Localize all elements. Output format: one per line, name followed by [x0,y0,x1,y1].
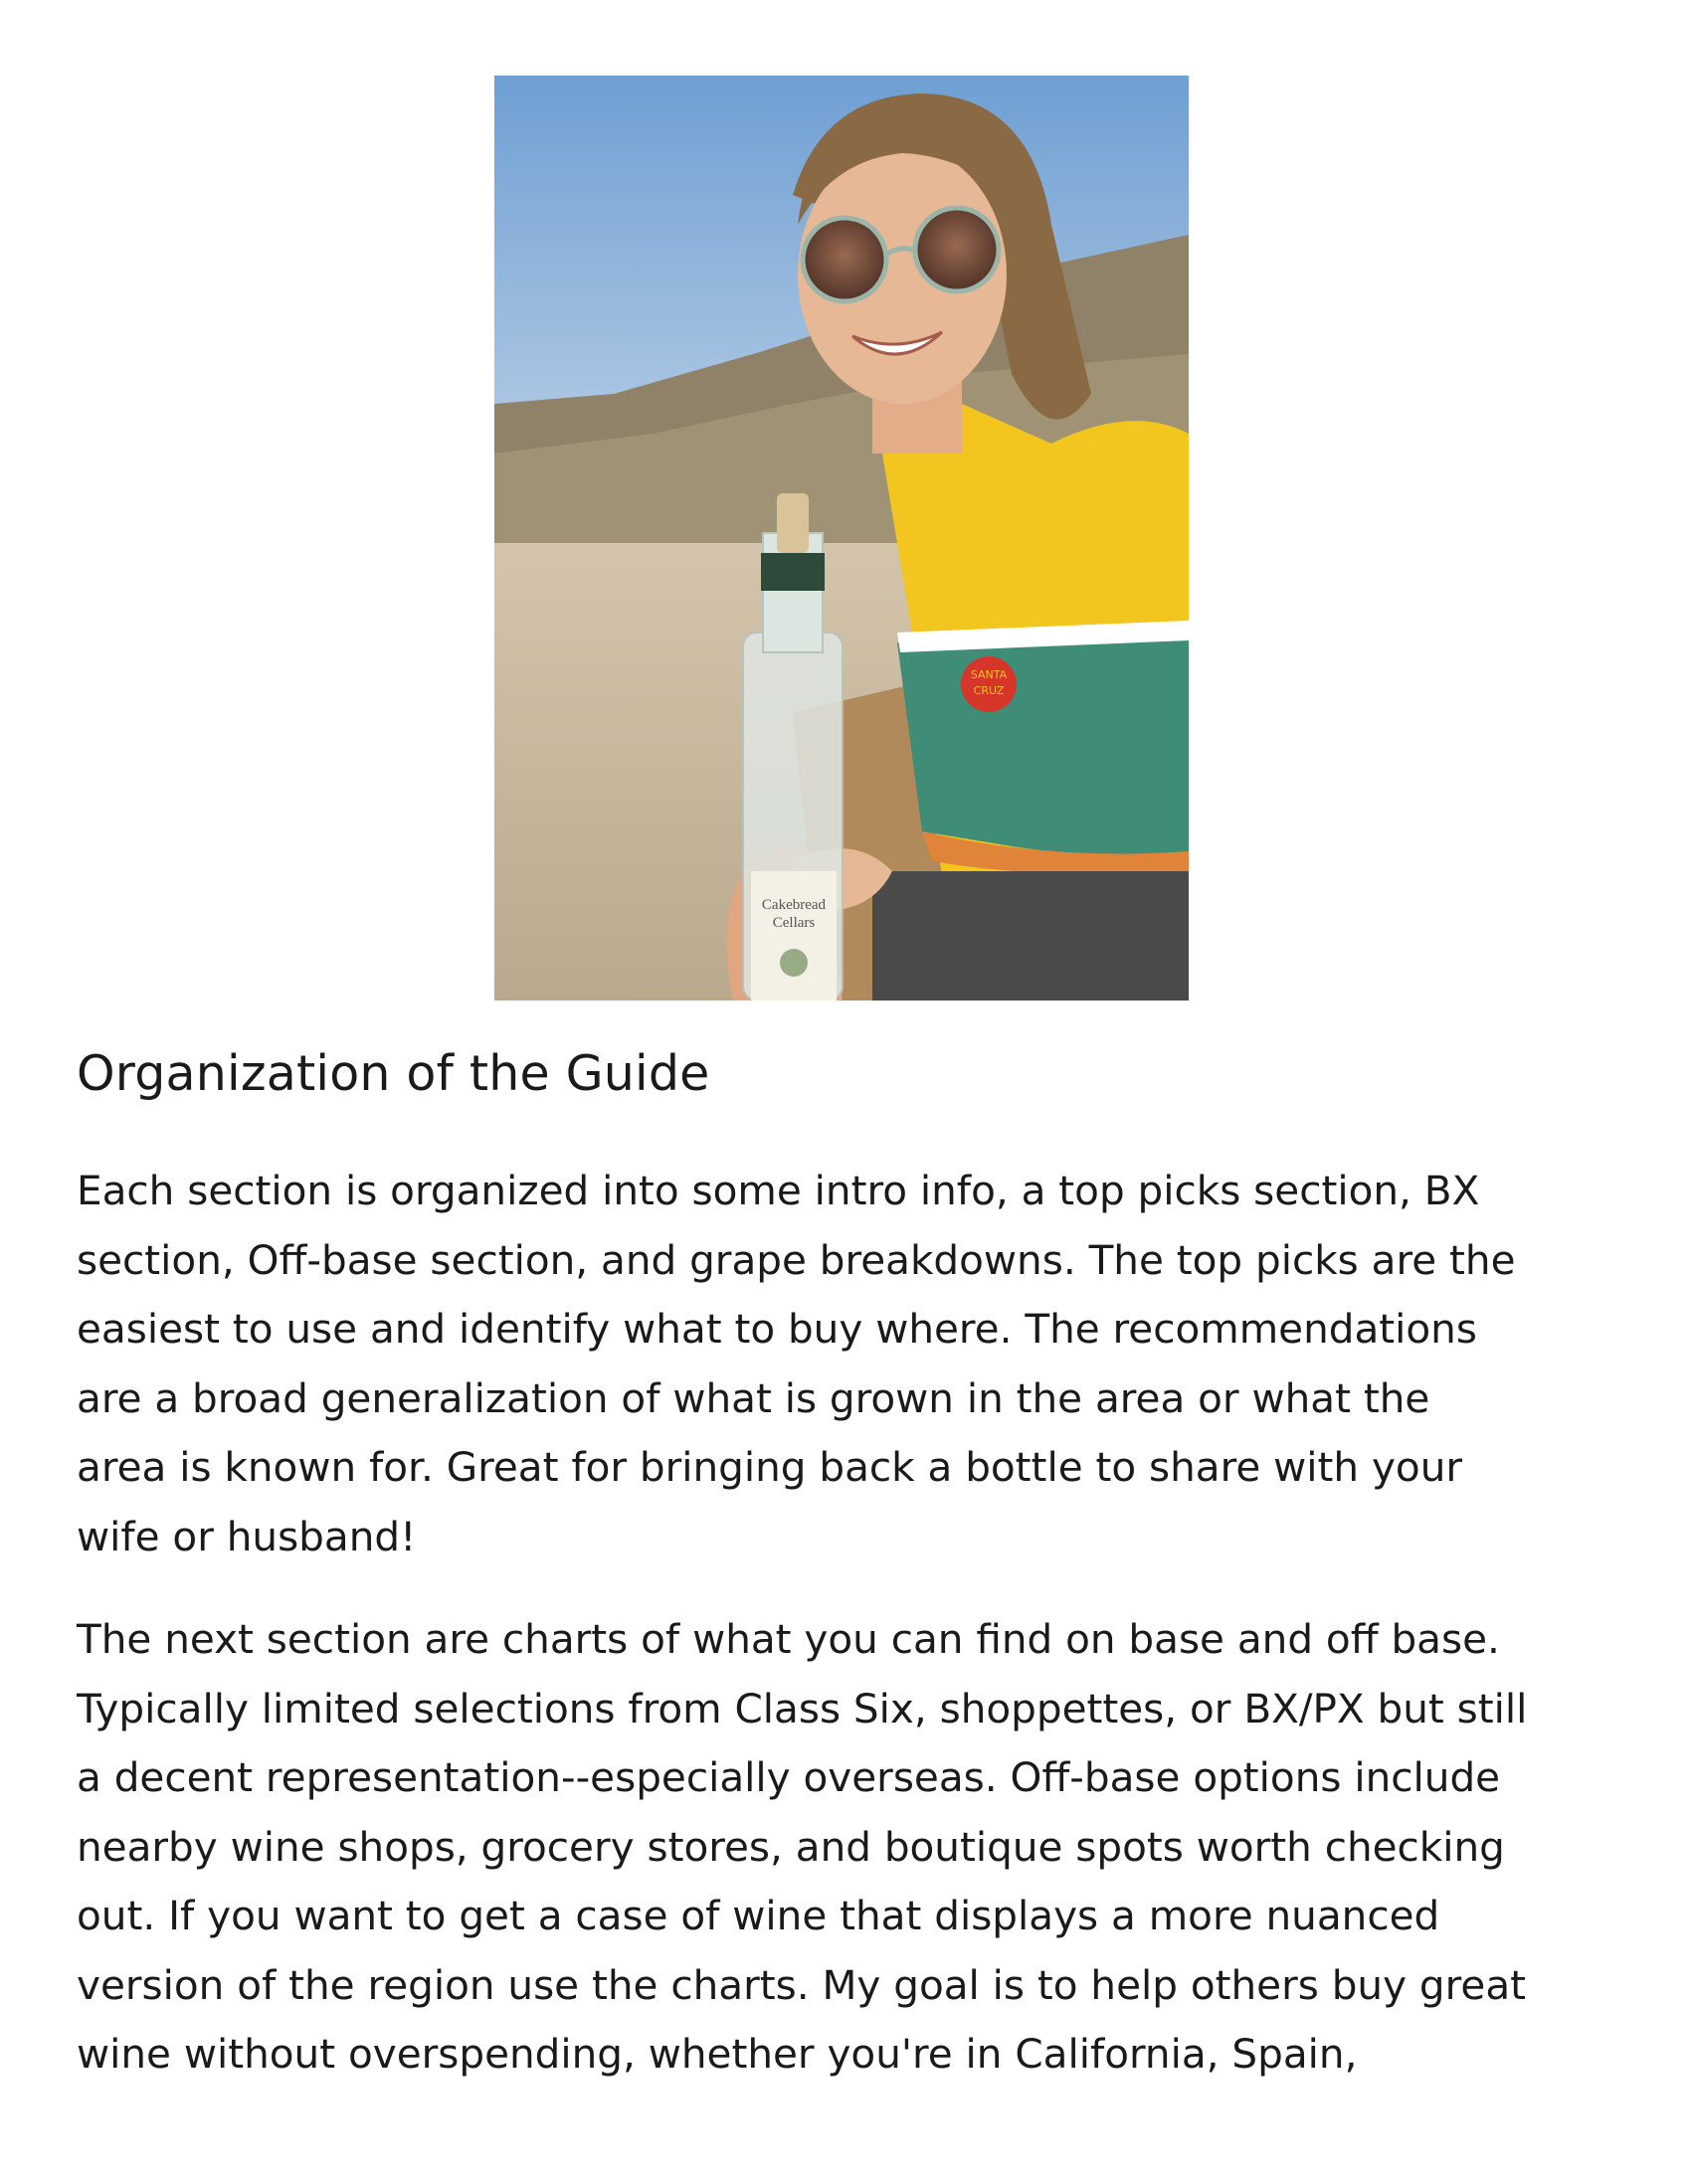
bottle-label-2: Cellars [772,915,816,931]
guide-photo [494,76,1189,1001]
paragraph-line: easiest to use and identify what to buy where. The recommendations [77,1305,1477,1353]
paragraph-line: wife or husband! [77,1512,417,1560]
paragraph-line: version of the region use the charts. My goal is to help others buy great [77,1960,1527,2009]
paragraph-line: nearby wine shops, grocery stores, and boutique spots worth checking [77,1822,1505,1871]
paragraph-1 [77,1157,1628,1571]
paragraph-line: a decent representation--especially overseas. Off-base options include [77,1753,1501,1801]
paragraph-line: Typically limited selections from Class Six, shoppettes, or BX/PX but still [77,1684,1528,1732]
paragraph-2 [77,1605,1628,2090]
paragraph-line: The next section are charts of what you can find on base and off base. [77,1615,1500,1663]
paragraph-line: section, Off-base section, and grape breakdowns. The top picks are the [77,1235,1516,1284]
paragraph-line: out. If you want to get a case of wine that displays a more nuanced [77,1892,1440,1939]
paragraph-line: are a broad generalization of what is grown in the area or what the [77,1373,1430,1422]
paragraph-line: wine without overspending, whether you're in California, Spain, [77,2030,1358,2078]
paragraph-line: Each section is organized into some intro info, a top picks section, BX [77,1167,1480,1214]
badge-text-1: SANTA [970,668,1008,681]
badge-text-2: CRUZ [973,684,1005,697]
beach-photo-illustration [494,76,1189,1001]
paragraph-line: area is known for. Great for bringing back a bottle to share with your [77,1443,1463,1491]
section-heading: Organization of the Guide [77,1045,710,1102]
bottle-label-1: Cakebread [761,897,827,913]
